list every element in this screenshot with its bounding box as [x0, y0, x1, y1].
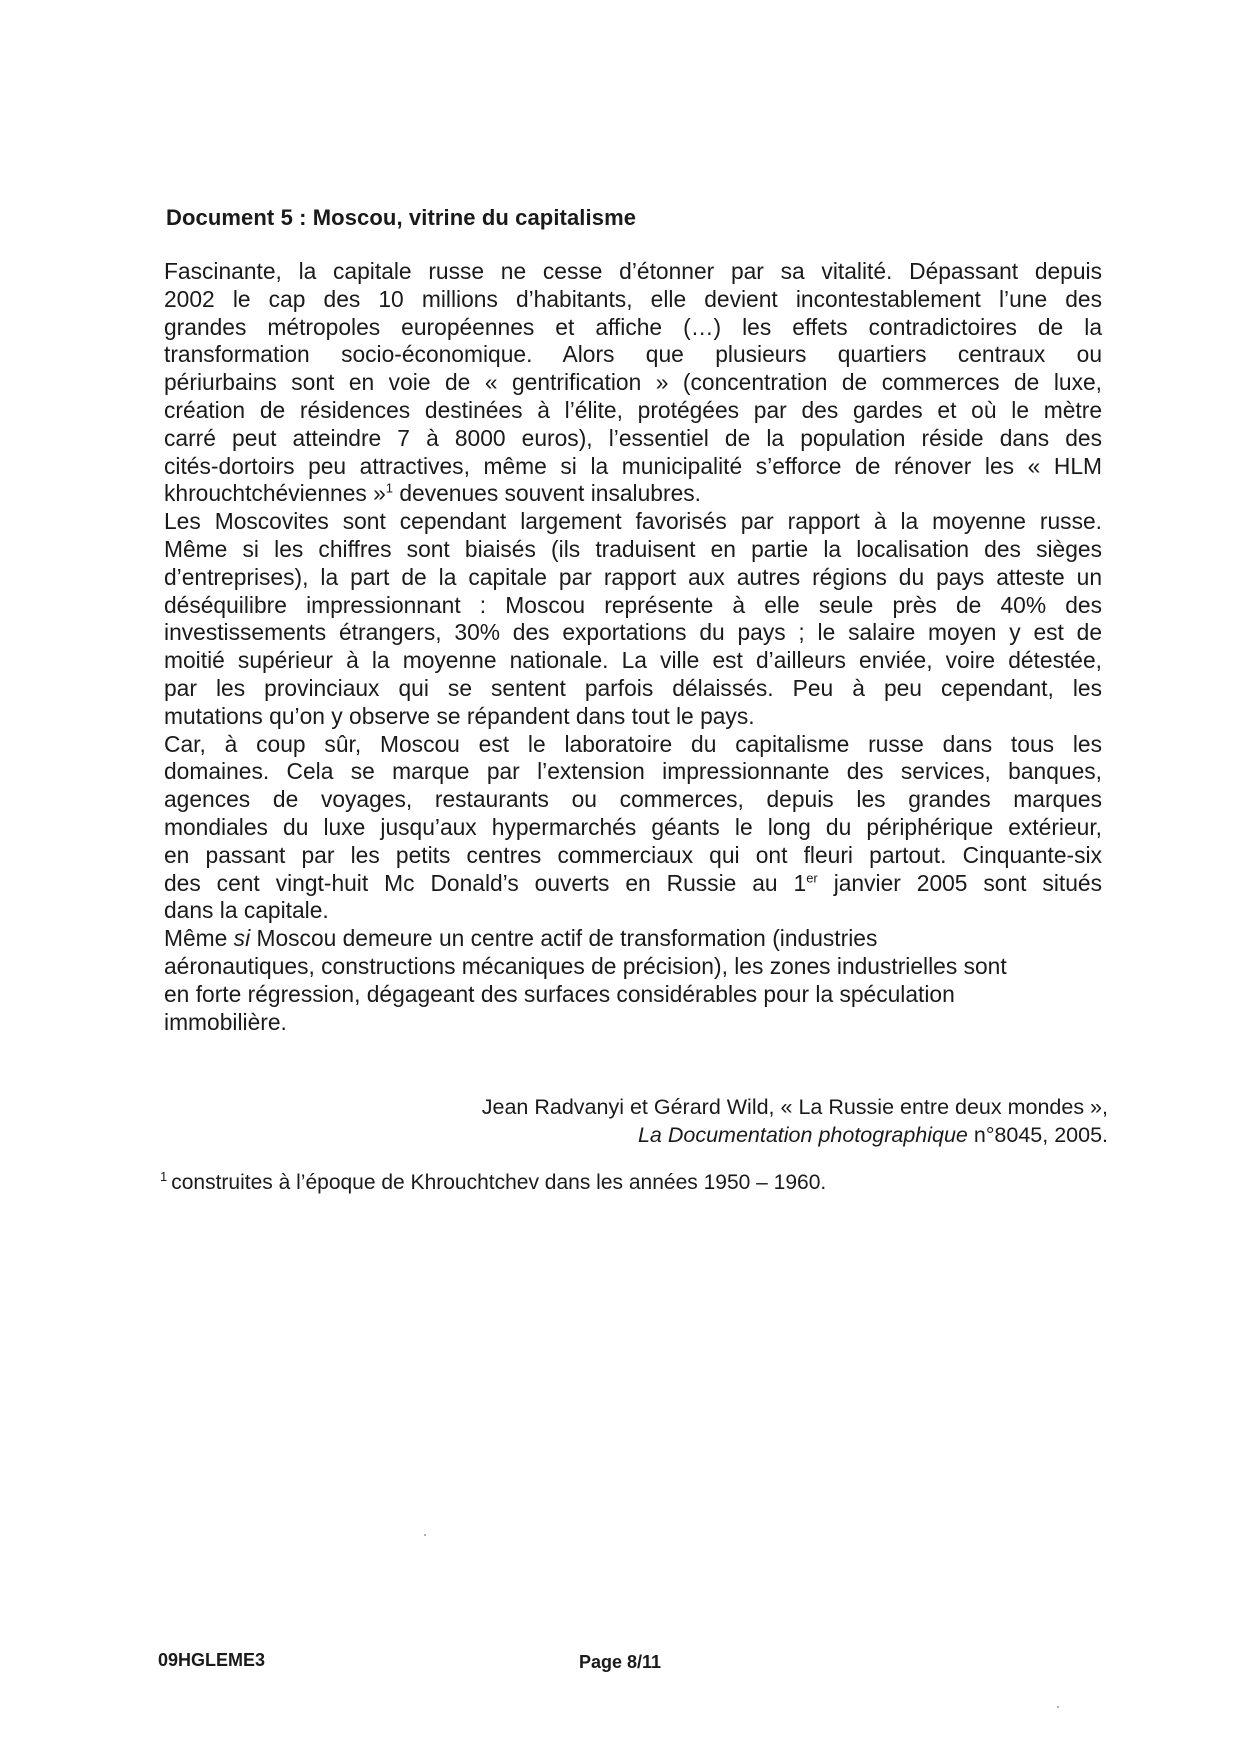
footnote-reference: 1: [385, 480, 394, 496]
footnote: [160, 1169, 826, 1197]
footnote-text: construites à l’époque de Khrouchtchev dans les années 1950 – 1960.: [171, 1171, 827, 1194]
text-line: moitié supérieur à la moyenne nationale. La ville est d’ailleurs enviée, voire détestée,: [164, 647, 1102, 674]
text-line: déséquilibre impressionnant : Moscou représente à elle seule près de 40% des: [164, 591, 1102, 618]
text-line: investissements étrangers, 30% des exportations du pays ; le salaire moyen y est de: [164, 619, 1102, 646]
text-line: [164, 870, 1102, 898]
paragraph-3: [164, 731, 1102, 926]
text-line: dans la capitale.: [164, 897, 329, 924]
text-line: aéronautiques, constructions mécaniques de précision), les zones industrielles sont: [164, 952, 1007, 979]
paragraph-4: [164, 925, 1102, 1036]
citation-journal: La Documentation photographique: [637, 1123, 968, 1147]
footnote-mark: 1: [160, 1169, 168, 1184]
text-line: création de résidences destinées à l’élite, protégées par des gardes et où le mètre: [164, 396, 1102, 423]
text-line: 2002 le cap des 10 millions d’habitants, elle devient incontestablement l’une des: [164, 285, 1102, 312]
citation-issue: n°8045, 2005.: [967, 1123, 1108, 1147]
text-line: par les provinciaux qui se sentent parfois délaissés. Peu à peu cependant, les: [164, 674, 1102, 701]
scan-speck: [424, 1534, 426, 1536]
text-line: Même si les chiffres sont biaisés (ils traduisent en partie la localisation des sièges: [164, 535, 1102, 562]
ordinal-superscript: er: [806, 869, 818, 885]
document-title: Document 5 : Moscou, vitrine du capitalisme: [166, 205, 637, 230]
source-citation: [482, 1093, 1108, 1149]
text-fragment: devenues souvent insalubres.: [393, 480, 701, 507]
text-line: Les Moscovites sont cependant largement favorisés par rapport à la moyenne russe.: [164, 508, 1102, 535]
text-fragment: Moscou demeure un centre actif de transformation (industries: [250, 925, 878, 952]
text-line: d’entreprises), la part de la capitale par rapport aux autres régions du pays atteste un: [164, 563, 1102, 590]
text-line: agences de voyages, restaurants ou commerces, depuis les grandes marques: [164, 786, 1102, 813]
text-line: cités-dortoirs peu attractives, même si la municipalité s’efforce de rénover les « HLM: [164, 452, 1102, 479]
text-line: Fascinante, la capitale russe ne cesse d’étonner par sa vitalité. Dépassant depuis: [164, 258, 1102, 284]
text-line: mondiales du luxe jusqu’aux hypermarchés géants le long du périphérique extérieur,: [164, 813, 1102, 840]
paragraph-2: [164, 508, 1102, 730]
footer-exam-code: 09HGLEME3: [158, 1650, 266, 1670]
italic-fragment: si: [233, 925, 251, 952]
text-fragment: des cent vingt-huit Mc Donald’s ouverts en Russie au 1: [164, 869, 807, 896]
text-line: périurbains sont en voie de « gentrification » (concentration de commerces de luxe,: [164, 369, 1102, 396]
citation-authors: Jean Radvanyi et Gérard Wild, « La Russie entre deux mondes »,: [481, 1095, 1108, 1119]
document-body: [164, 258, 1102, 1036]
text-fragment: janvier 2005 sont situés: [817, 869, 1102, 896]
text-line: carré peut atteindre 7 à 8000 euros), l’essentiel de la population réside dans des: [164, 424, 1102, 451]
text-fragment: khrouchtchéviennes »: [164, 480, 386, 507]
text-line: mutations qu’on y observe se répandent dans tout le pays.: [164, 702, 755, 729]
text-line: [164, 925, 1102, 953]
text-line: transformation socio-économique. Alors que plusieurs quartiers centraux ou: [164, 341, 1102, 368]
text-line: Car, à coup sûr, Moscou est le laboratoire du capitalisme russe dans tous les: [164, 730, 1102, 757]
scan-speck: [1057, 1706, 1059, 1708]
citation-publication: [482, 1121, 1108, 1149]
text-line: [164, 480, 1102, 508]
footer-page-number: Page 8/11: [579, 1652, 662, 1672]
text-line: en forte régression, dégageant des surfaces considérables pour la spéculation: [164, 980, 955, 1007]
text-fragment: Même: [164, 925, 234, 952]
text-line: domaines. Cela se marque par l’extension impressionnante des services, banques,: [164, 758, 1102, 785]
text-line: immobilière.: [164, 1008, 287, 1035]
paragraph-1: [164, 258, 1102, 508]
text-line: en passant par les petits centres commerciaux qui ont fleuri partout. Cinquante-six: [164, 841, 1102, 868]
text-line: grandes métropoles européennes et affiche (…) les effets contradictoires de la: [164, 313, 1102, 340]
